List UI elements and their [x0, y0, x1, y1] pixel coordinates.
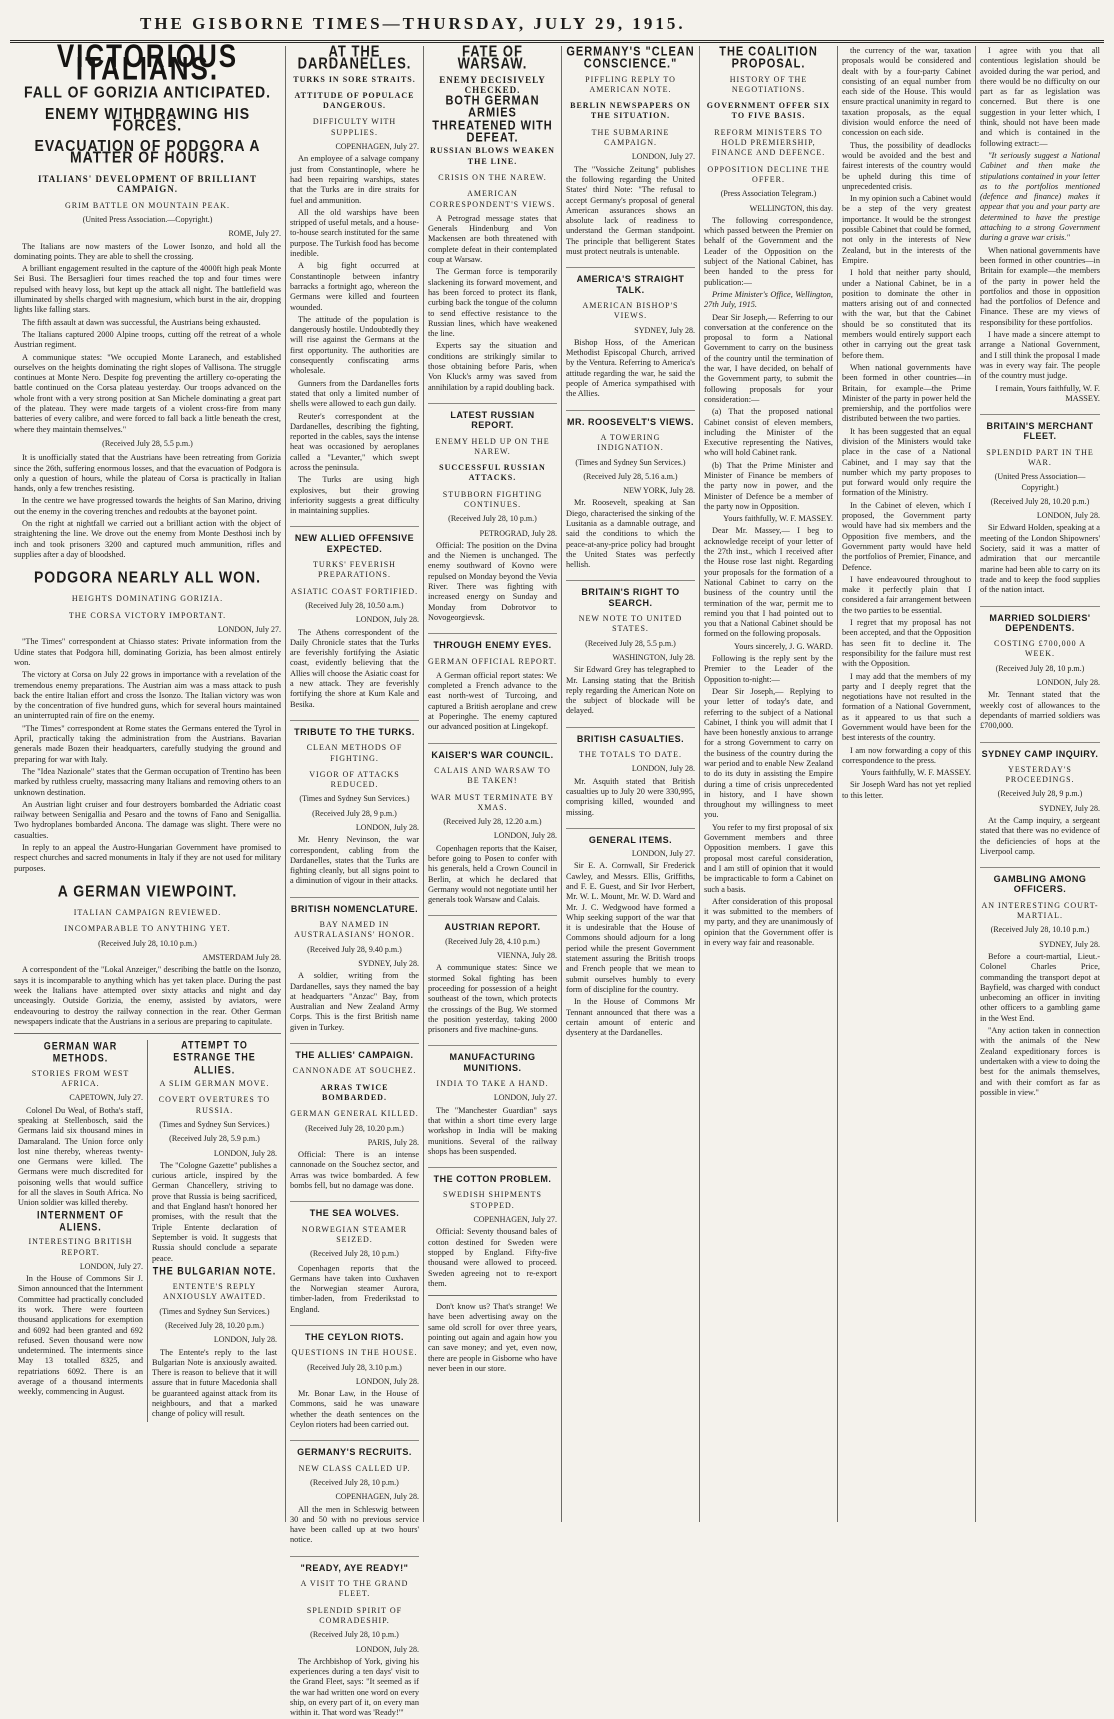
- dateline: LONDON, July 28.: [213, 1148, 277, 1158]
- paragraph: When national governments have been formed in other countries—in Britain, for example—the Prime Minister of the party in power held the premiership, and the portfolios were distributed between the two parties.: [842, 362, 971, 424]
- paragraph: In my opinion such a Cabinet would be a step of the very greatest importance. It would be the strongest possible Cabinet that could be formed, not only in the interests of New Zealand, but in the interests of the Empire.: [842, 194, 971, 265]
- paragraph: The Entente's reply to the last Bulgarian Note is anxiously awaited. There is reason to believe that it will assure that in future Macedonia shall be guaranteed against attack from its neighbours, and that a marked change of policy will result.: [152, 1347, 277, 1419]
- paragraph: A communique states: "We occupied Monte Laranech, and established ourselves on the heights dominating the right slopes of Vallisona. The struggle continues at Monte Nero. Despite fog preventing the artillery co-operating the battle continued on the Corsa plateau yesterday. Our troops advanced on the whole front with a very strong position at San Michele dominating a great part of the plateau. They were made targets of a violent cross-fire from many batteries of every calibre, and were forced to fall back a little beneath the crest, where they maintain themselves.": [14, 352, 281, 434]
- paragraph: In reply to an appeal the Austro-Hungarian Government have promised to respect churches and sacred monuments in Italy if they are not used for military purposes.: [14, 843, 281, 873]
- received-time: (Received July 28, 10.20 p.m.): [165, 1320, 264, 1330]
- paragraph: Mr. Roosevelt, speaking at San Diego, characterised the sinking of the Lusitania as a damnable outrage, and said the conditions to which the peace-at-any-price policy had brought the United States was perfectly hellish.: [566, 498, 695, 570]
- subhead: GOVERNMENT OFFER SIX TO FIVE BASIS.: [706, 101, 831, 121]
- paragraph: In the centre we have progressed towards the heights of San Marino, driving out the enemy in the covering trenches and redoubts at the bayonet point.: [14, 496, 281, 516]
- paragraph: Copenhagen reports that the Kaiser, before going to Posen to confer with his generals, held a Crown Council in Berlin, at which he declared that Germany would not negotiate until her generals took Warsaw and Calais.: [428, 843, 557, 905]
- subcolumn-left: [14, 1040, 148, 1422]
- paragraph: Official: There is an intense cannonade on the Souchez sector, and Arras was twice bombarded. A few bombs fell, but no damage was done.: [290, 1150, 419, 1191]
- subhead: CLEAN METHODS OF FIGHTING.: [306, 743, 403, 763]
- paragraph: The Athens correspondent of the Daily Chronicle states that the Turks are feverishly fortifying the Asiatic coast, evidently believing that the Allies will choose the Asiatic coast for a new attack. They are feverishly fortifying the shore at Kum Kale and Besika.: [290, 627, 419, 709]
- dateline: LONDON, July 28.: [1036, 511, 1100, 521]
- masthead-title: THE GISBORNE TIMES—THURSDAY, JULY 29, 1915.: [140, 14, 686, 33]
- paragraph: At the Camp inquiry, a sergeant stated that there was no evidence of the deficiencies of hops at the Liverpool camp.: [980, 816, 1100, 856]
- dateline: ROME, July 27.: [228, 229, 281, 239]
- paragraph: I may add that the members of my party and I deeply regret that the negotiations have not resulted in the formation of a National Government, as it appeared to us that such a Government would have been for the best interests of the country.: [842, 671, 971, 743]
- dateline: WASHINGTON, July 28.: [612, 652, 695, 662]
- headline-right-to-search: BRITAIN'S RIGHT TO SEARCH.: [566, 580, 695, 608]
- paragraph: All the men in Schleswig between 30 and 50 with no previous service have been called up at two hours' notice.: [290, 1504, 419, 1545]
- received-time: (Received July 28, 9.40 p.m.): [307, 944, 402, 954]
- dateline: LONDON, July 28.: [355, 615, 419, 625]
- column-merchant-fleet: [976, 46, 1104, 1522]
- paragraph: Mr. Bonar Law, in the House of Commons, said he was unaware whether the death sentences on the Ceylon rioters had been carried out.: [290, 1389, 419, 1430]
- subhead: SPLENDID SPIRIT OF COMRADESHIP.: [306, 1605, 403, 1625]
- received-time: (Received July 28, 10.50 a.m.): [305, 600, 404, 610]
- headline-casualties: BRITISH CASUALTIES.: [566, 727, 695, 744]
- signature: Yours faithfully, W. F. MASSEY.: [723, 514, 833, 524]
- subhead-corsa: THE CORSA VICTORY IMPORTANT.: [68, 610, 227, 620]
- received-time: (Received July 28, 9 p.m.): [997, 789, 1083, 799]
- subhead: CANNONADE AT SOUCHEZ.: [292, 1066, 417, 1076]
- subhead-podgora-won: PODGORA NEARLY ALL WON.: [33, 567, 262, 587]
- paragraph: Prime Minister's Office, Wellington, 27th July, 1915.: [704, 289, 833, 310]
- headline-germany-recruits: GERMANY'S RECRUITS.: [290, 1440, 419, 1457]
- subhead: GERMAN OFFICIAL REPORT.: [428, 656, 557, 666]
- dateline: AMSTERDAM July 28.: [202, 953, 281, 963]
- signature: Yours sincerely, J. G. WARD.: [734, 641, 833, 651]
- dateline: WELLINGTON, this day.: [749, 203, 833, 213]
- subhead: A SLIM GERMAN MOVE.: [159, 1079, 270, 1089]
- subhead: INDIA TO TAKE A HAND.: [436, 1079, 549, 1089]
- dateline: NEW YORK, July 28.: [623, 486, 695, 496]
- credit: (United Press Association.—Copyright.): [82, 214, 213, 224]
- subhead: ARRAS TWICE BOMBARDED.: [320, 1082, 389, 1102]
- subhead: ATTITUDE OF POPULACE DANGEROUS.: [294, 90, 415, 111]
- dateline: LONDON, July 28.: [213, 1335, 277, 1345]
- headline-ceylon-riots: THE CEYLON RIOTS.: [290, 1325, 419, 1342]
- signature: Yours faithfully, W. F. MASSEY.: [861, 768, 971, 778]
- paragraph: Sir Joseph Ward has not yet replied to this letter.: [842, 780, 971, 800]
- paragraph: In the House of Commons Mr Tennant announced that there was a certain amount of enteric and dysentery at the Dardanelles.: [566, 997, 695, 1038]
- subhead-armies-threatened: BOTH GERMAN ARMIES THREATENED WITH DEFEAT.: [432, 93, 553, 146]
- received-time: (Received July 28, 4.10 p.m.): [445, 936, 540, 946]
- dateline: PETROGRAD, July 28.: [479, 528, 557, 538]
- column-lead-story: [10, 36, 286, 1522]
- paragraph: Sir E. A. Cornwall, Sir Frederick Cawley, and Messrs. Ellis, Griffiths, and F. E. Guest, and Sir Ivor Herbert, Mr. W. L. Mount, Mr. W. D. Ward and Mr. J. C. Wedgwood have formed a Whip seeking support of the war that it is undesirable that the House of Commons should adjourn for a long period while the present Government statement assuring the British troops and French people that we mean to submit ourselves humbly to every form of discipline for the country.: [566, 861, 695, 994]
- paragraph: The "Vossiche Zeitung" publishes the following regarding the United States' third Note: "The refusal to accept Germany's proposal of general American assurances shows an absolute lack of readiness to understand the German standpoint. The principle that belligerent States must protect neutrals is untenable.: [566, 164, 695, 257]
- paragraph: The following correspondence, which passed between the Premier on behalf of the Government and the Leader of the Opposition on the subject of the National Cabinet, has been handed to the press for publication:—: [704, 215, 833, 287]
- column-coalition: [700, 46, 838, 1522]
- lead-bottom-subcolumns: [14, 1040, 281, 1422]
- subhead: TURKS IN SORE STRAITS.: [293, 74, 416, 84]
- headline-gambling-officers: GAMBLING AMONG OFFICERS.: [980, 867, 1100, 895]
- headline-roosevelt: MR. ROOSEVELT'S VIEWS.: [566, 410, 695, 427]
- divider: [14, 1033, 281, 1034]
- paragraph: Thus, the possibility of deadlocks would be avoided and the best and fairest interests of the country would be upheld during this time of unprecedented crisis.: [842, 140, 971, 191]
- headline-fate-of-warsaw: FATE OF WARSAW.: [457, 42, 528, 73]
- subcolumn-right: [148, 1040, 281, 1422]
- dateline: CAPETOWN, July 27.: [69, 1093, 143, 1103]
- subhead-german-viewpoint: A GERMAN VIEWPOINT.: [57, 881, 238, 901]
- received-time: (Received July 28, 10.20 p.m.): [990, 496, 1090, 506]
- headline-sydney-camp: SYDNEY CAMP INQUIRY.: [980, 742, 1100, 759]
- headline-coalition-proposal: THE COALITION PROPOSAL.: [719, 44, 818, 72]
- column-warsaw: [424, 42, 562, 1522]
- subhead: ENEMY HELD UP ON THE NAREW.: [435, 436, 550, 456]
- paragraph: Mr. Tennant stated that the weekly cost of allowances to the dependants of married soldiers was £700,000.: [980, 690, 1100, 731]
- paragraph: The Archbishop of York, giving his experiences during a ten days' visit to the Grand Fleet, says: "It seemed as if the war had written one word on every ship, on every part of it, on every man within it. That word was 'Ready!'": [290, 1656, 419, 1718]
- subhead: THE SUBMARINE CAMPAIGN.: [591, 127, 670, 148]
- dateline: PARIS, July 28.: [367, 1137, 419, 1147]
- paragraph: I regret that my proposal has not been accepted, and that the Opposition has seen fit to decline it. The responsibility for the failure must rest with the Opposition.: [842, 618, 971, 669]
- paragraph: (b) That the Prime Minister and Minister of Finance be members of the party now in power, and the Minister of Defence be a member of the party now in Opposition.: [704, 460, 833, 511]
- paragraph: (a) That the proposed national Cabinet consist of eleven members, including the Minister of the Executive representing the Natives, who will hold Cabinet rank.: [704, 407, 833, 458]
- headline-cotton-problem: THE COTTON PROBLEM.: [428, 1167, 557, 1184]
- headline-allies-campaign: THE ALLIES' CAMPAIGN.: [290, 1043, 419, 1060]
- subhead: YESTERDAY'S PROCEEDINGS.: [1005, 764, 1075, 785]
- paragraph: Official: Seventy thousand bales of cotton destined for Sweden were stopped by England. Fifty-five thousand were allowed to proceed. Sweden agreeing not to re-export them.: [428, 1227, 557, 1288]
- subhead: SWEDISH SHIPMENTS STOPPED.: [442, 1190, 542, 1210]
- subhead: HISTORY OF THE NEGOTIATIONS.: [729, 74, 808, 94]
- received-time: (Received July 28, 10 p.m.): [448, 514, 537, 524]
- headline-tribute-turks: TRIBUTE TO THE TURKS.: [290, 720, 419, 737]
- paragraph: Mr. Asquith stated that British casualties up to July 20 were 330,995, comprising killed, wounded and missing.: [566, 776, 695, 817]
- credit: (Press Association Telegram.): [720, 189, 817, 199]
- paragraph: After consideration of this proposal it was submitted to the members of my party, and they are unanimously of opinion that the Government offer is in every way fair and reasonable.: [704, 896, 833, 948]
- received-time: (Received July 28, 10.10 p.m.): [98, 938, 197, 948]
- dateline: LONDON, July 27.: [631, 849, 695, 859]
- paragraph: Official: The position on the Dvina and the Niemen is unchanged. The enemy southward of Kovno were repulsed on Monday beyond the Vevia River. There was fighting with increased energy on Sunday and Monday from Dobrotvor to Novogeorgievsk.: [428, 540, 557, 622]
- received-time: (Received July 28, 5.16 a.m.): [583, 471, 678, 481]
- paragraph: In the House of Commons Sir J. Simon announced that the Internment Committee had practically concluded its work. There were fourteen thousand applications for exemption and 6092 had been granted and 692 refused. Seven thousand were now undetermined. The interments since May 13 totalled 8325, and repatriations 6092. There is an average of a thousand interments weekly, commencing in August.: [18, 1274, 143, 1397]
- paragraph: Before a court-martial, Lieut.-Colonel Charles Price, commanding the transport depot at Bayfield, was charged with conduct unbecoming an officer in inviting other officers to a gambling game in the West End.: [980, 951, 1100, 1023]
- paragraph: When national governments have been formed in other countries—in Britain for example—the members of the party in power held the portfolios and those in opposition had the portfolios of Defence and Finance. These are my views of responsibility for these portfolios.: [980, 245, 1100, 327]
- headline-estrange-allies: ATTEMPT TO ESTRANGE THE ALLIES.: [173, 1039, 256, 1076]
- subhead-heights: HEIGHTS DOMINATING GORIZIA.: [71, 594, 224, 604]
- dateline: LONDON, July 27.: [493, 1093, 557, 1103]
- subhead: NEW CLASS CALLED UP.: [298, 1463, 411, 1473]
- paragraph: It has been suggested that an equal division of the Ministers would take place in the case of a National Cabinet, and I may say that the number which my party proposes to put forward would only require the formation of the Ministry.: [842, 426, 971, 498]
- paragraph: Sir Edward Grey has telegraphed to Mr. Lansing stating that the British reply regarding the American Note on the subject of blockade will be delayed.: [566, 665, 695, 716]
- received-time: (Received July 28, 10.10 p.m.): [990, 925, 1090, 935]
- headline-clean-conscience: GERMANY'S "CLEAN CONSCIENCE.": [566, 44, 695, 72]
- dateline: LONDON, July 28.: [493, 831, 557, 841]
- subhead: QUESTIONS IN THE HOUSE.: [291, 1348, 418, 1358]
- paragraph: The attitude of the population is dangerously hostile. Undoubtedly they will rise against the Germans at the first opportunity. The authorities are consequently confiscating arms wholesale.: [290, 314, 419, 376]
- paragraph: "Any action taken in connection with the animals of the New Zealand expeditionary forces is undertaken with a view to doing the best for the animals themselves, and with their comfort as far as possible in view.": [980, 1026, 1100, 1097]
- dateline: LONDON, July 28.: [355, 1376, 419, 1386]
- received-time: (Received July 28, 10 p.m.): [995, 663, 1085, 673]
- paragraph: On the right at nightfall we carried out a brilliant action with the object of straightening the line. We drove out the enemy from Monte Desthosi inch by inch and took prisoners 3200 and captured much ammunition, rifles and supplies after a day of bloodshed.: [14, 518, 281, 559]
- subhead: GERMAN GENERAL KILLED.: [290, 1109, 419, 1119]
- headline-dardanelles: AT THE DARDANELLES.: [297, 42, 412, 73]
- signature: I remain, Yours faithfully, W. F. MASSEY.: [995, 383, 1100, 403]
- received-time: (Received July 28, 5.5 p.m.): [585, 638, 676, 648]
- subhead: AMERICAN BISHOP'S VIEWS.: [582, 300, 679, 321]
- subhead: STORIES FROM WEST AFRICA.: [31, 1068, 130, 1089]
- paragraph: The "Manchester Guardian" says that within a short time every large workshop in India will be making munitions. Several of the railway shops has been suspended.: [428, 1105, 557, 1156]
- headline-kaiser-council: KAISER'S WAR COUNCIL.: [428, 743, 557, 760]
- subhead: COVERT OVERTURES TO RUSSIA.: [158, 1095, 271, 1115]
- subhead: SPLENDID PART IN THE WAR.: [986, 447, 1094, 467]
- paragraph: the currency of the war, taxation proposals would be considered and dealt with by a four-party Cabinet consisting of an equal number from each side of the House. This would ensure practical unanimity in regard to taxation proposals, as the equal division would enforce the need of concession on each side.: [842, 46, 971, 138]
- subhead: OPPOSITION DECLINE THE OFFER.: [707, 164, 830, 184]
- dateline: LONDON, July 28.: [355, 823, 419, 832]
- paragraph: The victory at Corsa on July 22 grows in importance with a revelation of the tremendous enemy preparations. The Austrian aim was a mass attack to push back the entire Italian effort and cross the Isonzo. The Italian victory was won by the concentration of five hundred guns, which for several hours maintained an uninterrupted rain of fire on the enemy.: [14, 670, 281, 721]
- paragraph: The Italians are now masters of the Lower Isonzo, and hold all the dominating points. They are able to shell the crossing.: [14, 241, 281, 261]
- headline-ready-aye-ready: "READY, AYE READY!": [290, 1556, 419, 1573]
- subhead-evacuation-podgora: EVACUATION OF PODGORA A MATTER OF HOURS.: [34, 136, 261, 167]
- headline-victorious-italians: VICTORIOUS ITALIANS.: [56, 36, 239, 88]
- paragraph: "The Times" correspondent at Chiasso states: Private information from the Udine states that Podgora hill, dominating Gorizia, has been almost entirely won.: [14, 637, 281, 667]
- dateline: SYDNEY, July 28.: [358, 958, 419, 968]
- subhead-brilliant-campaign: ITALIANS' DEVELOPMENT OF BRILLIANT CAMPAIGN.: [37, 174, 258, 195]
- subhead: CRISIS ON THE NAREW.: [438, 172, 547, 182]
- dateline: SYDNEY, July 28.: [634, 325, 695, 335]
- paragraph: Gunners from the Dardanelles forts stated that only a limited number of shells were allowed to each gun daily.: [290, 378, 419, 409]
- columns: [10, 36, 1104, 1718]
- subhead: ENEMY DECISIVELY CHECKED.: [439, 74, 546, 95]
- dateline: COPENHAGEN, July 27.: [473, 1215, 557, 1225]
- subhead: RUSSIAN BLOWS WEAKEN THE LINE.: [430, 146, 555, 166]
- subhead: BERLIN NEWSPAPERS ON THE SITUATION.: [570, 101, 691, 121]
- subhead: NEW NOTE TO UNITED STATES.: [578, 614, 683, 634]
- credit: (United Press Association—Copyright.): [994, 472, 1086, 492]
- paragraph: I have endeavoured throughout to make it perfectly plain that I considered a fair arrangement between the two parties to be essential.: [842, 574, 971, 615]
- paragraph: A German official report states: We completed a French advance to the east north-west of Turcoing, and captured a British aeroplane and crew at Poperinghe. The enemy captured our advanced position at Lingekopf.: [428, 670, 557, 732]
- subhead: PIFFLING REPLY TO AMERICAN NOTE.: [585, 74, 676, 94]
- subhead: DIFFICULTY WITH SUPPLIES.: [312, 117, 397, 137]
- paragraph: Copenhagen reports that the Germans have taken into Cuxhaven the Norwegian steamer Aurora, timber-laden, from Frederikstad to England.: [290, 1263, 419, 1314]
- subhead: NORWEGIAN STEAMER SEIZED.: [301, 1224, 408, 1244]
- dateline: LONDON, July 27.: [217, 625, 281, 635]
- dateline: LONDON, July 28.: [355, 1644, 419, 1654]
- column-dardanelles: [286, 42, 424, 1718]
- credit: (Times and Sydney Sun Services.): [159, 1306, 270, 1316]
- subhead: CALAIS AND WARSAW TO BE TAKEN!: [434, 765, 551, 786]
- paragraph: Experts say the situation and conditions are strikingly similar to those obtaining before Paris, when Von Kluck's army was saved from annihilation by a rapid doubling back.: [428, 341, 557, 392]
- received-time: (Received July 28, 12.20 a.m.): [443, 817, 542, 827]
- paragraph: All the old warships have been stripped of useful metals, and a house-to-house search instituted for the same purpose. The Turkish food has become inedible.: [290, 207, 419, 259]
- paragraph: The fifth assault at dawn was successful, the Austrians being exhausted.: [22, 317, 261, 327]
- subhead: COSTING £700,000 A WEEK.: [993, 639, 1086, 659]
- paragraph: An employee of a salvage company just from Constantinople, where he had been repairing warships, states that the Turks are in dire straits for fuel and ammunition.: [290, 154, 419, 205]
- paragraph: Dear Sir Joseph,— Replying to your letter of today's date, and referring to the subject of a National Cabinet, I think you will admit that I have been honestly anxious to arrange for a strong Government to carry on the business of the country during the war period and to enable New Zealand to do its duty in assisting the Empire during a time of crisis unprecedented in history, and I have shown throughout my willingness to meet you.: [704, 686, 833, 820]
- headline-allied-offensive: NEW ALLIED OFFENSIVE EXPECTED.: [290, 526, 419, 554]
- paragraph: You refer to my first proposal of six Government members and three Opposition members. I gave this proposal most careful consideration, and I am still of opinion that it would be impracticable to form a Cabinet on such a basis.: [704, 822, 833, 894]
- headline-sea-wolves: THE SEA WOLVES.: [290, 1201, 419, 1218]
- dateline: COPENHAGEN, July 28.: [335, 1492, 419, 1502]
- subhead: THE TOTALS TO DATE.: [578, 750, 683, 760]
- paragraph: In the Cabinet of eleven, which I proposed, the Government party would have had six members and the Opposition five members, and the Government party would have held the portfolios of Premier, Finance, and Defence.: [842, 500, 971, 572]
- paragraph: Bishop Hoss, of the American Methodist Episcopal Church, arrived by the Ventura. Referring to America's attitude regarding the war, he said the people of America sympathised with the Allies.: [566, 337, 695, 399]
- subhead: VIGOR OF ATTACKS REDUCED.: [309, 769, 400, 790]
- column-coalition-continued: [838, 46, 976, 1522]
- subhead: A VISIT TO THE GRAND FLEET.: [300, 1579, 409, 1599]
- paragraph: The Turks are using high explosives, but their growing inferiority suggests a great difficulty in maintaining supplies.: [290, 475, 419, 516]
- paragraph: A soldier, writing from the Dardanelles, says they named the bay at headquarters "Anzac" Bay, from Australian and New Zealand Army Corps. This is the first British name given in Turkey.: [290, 971, 419, 1032]
- paragraph: A big fight occurred at Constantinople between infantry barracks a fortnight ago, whereon the Germans were killed and fourteen wounded.: [290, 261, 419, 312]
- subhead: INTERESTING BRITISH REPORT.: [28, 1237, 133, 1257]
- paragraph: Following is the reply sent by the Premier to the Leader of the Opposition to-night:—: [704, 654, 833, 684]
- subhead: WAR MUST TERMINATE BY XMAS.: [430, 792, 555, 812]
- subhead-campaign-reviewed: ITALIAN CAMPAIGN REVIEWED.: [73, 908, 222, 918]
- paragraph: Reuter's correspondent at the Dardanelles, describing the fighting, reported in the cables, says the intense heat was occasioned by aeroplanes called a "Levanter," which swept across the peninsula.: [290, 411, 419, 472]
- subhead-mountain-peak: GRIM BATTLE ON MOUNTAIN PEAK.: [64, 200, 231, 210]
- headline-enemy-eyes: THROUGH ENEMY EYES.: [428, 633, 557, 650]
- divider: [428, 1295, 557, 1296]
- paragraph: Sir Edward Holden, speaking at a meeting of the London Shipowners' Society, said it was a matter of admiration that our mercantile marine had been able to carry on its trade and to keep the food supplies of the nation intact.: [980, 523, 1100, 595]
- paragraph: The "Idea Nazionale" states that the German occupation of Trentino has been marked by ruthless cruelty, massacring many Italians and removing others to an unknown destination.: [14, 766, 281, 797]
- dateline: COPENHAGEN, July 27.: [335, 142, 419, 152]
- headline-russian-report: LATEST RUSSIAN REPORT.: [428, 403, 557, 431]
- headline-married-soldiers: MARRIED SOLDIERS' DEPENDENTS.: [980, 606, 1100, 634]
- credit: (Times and Sydney Sun Services.): [299, 794, 410, 804]
- received-time: (Received July 28, 9 p.m.): [312, 808, 397, 818]
- headline-german-war-methods: GERMAN WAR METHODS.: [43, 1040, 118, 1065]
- paragraph: The German force is temporarily slackening its forward movement, and has been forced to protect its flank, curbing back the tongue of the column to send effective resistance to the Russian lines, which have weakened the line.: [428, 267, 557, 339]
- paragraph: Dear Mr. Massey,— I beg to acknowledge receipt of your letter of the 27th inst., which I received after the House rose last night. Regarding your proposals for the formation of a National Cabinet to carry on the business of the country until the termination of the war, permit me to remind you that I had pointed out to you that a National Cabinet should be formed on the following proposals.: [704, 526, 833, 639]
- paragraph: "The Times" correspondent at Rome states the Germans entered the Tyrol in April, practically taking the administration from the Austrians. Bavarian generals made Bozen their headquarters, carefully studying the ground and preparing for war with Italy.: [14, 723, 281, 764]
- headline-bulgarian-note: THE BULGARIAN NOTE.: [152, 1264, 277, 1277]
- subhead: BAY NAMED IN AUSTRALASIANS' HONOR.: [294, 920, 415, 940]
- paragraph: A communique states: Since we stormed Sokal fighting has been proceeding for possession of a height southeast of the town, which protects the crossings of the Bug. We stormed the position yesterday, taking 2000 prisoners and five machine-guns.: [428, 963, 557, 1035]
- subhead: SUCCESSFUL RUSSIAN ATTACKS.: [439, 463, 546, 483]
- column-clean-conscience: [562, 46, 700, 1522]
- paragraph: I have made a sincere attempt to arrange a National Government, and I still think the proposal I made was in every way fair. The people of the country must judge.: [980, 330, 1100, 381]
- subhead: ASIATIC COAST FORTIFIED.: [290, 586, 419, 596]
- dateline: SYDNEY, July 28.: [1039, 803, 1100, 813]
- paragraph: "It seriously suggest a National Cabinet and then make the stipulations contained in your letter as to the portfolios mentioned (defence and finance) makes it appear that you and your party are determined to have the prestige attaching to a strong Government during a grave war crisis.": [980, 150, 1100, 243]
- paragraph: The "Cologne Gazette" publishes a curious article, inspired by the German Chancellery, striving to prove that Russia is being sacrificed, and that England hasn't honored her promises, with the result that the Triple Entente declaration of September is void. It suggests that Russia should conclude a separate peace.: [152, 1160, 277, 1263]
- paragraph: I am now forwarding a copy of this correspondence to the press.: [842, 745, 971, 765]
- paragraph: I hold that neither party should, under a National Cabinet, be in a position to dominate the other in matters arising out of and connected with the war, but that the Cabinet should be so constituted that its members would entirely support each other in carrying out the great task before them.: [842, 268, 971, 360]
- subhead: AN INTERESTING COURT-MARTIAL.: [981, 900, 1099, 921]
- headline-general-items: GENERAL ITEMS.: [566, 828, 695, 845]
- headline-nomenclature: BRITISH NOMENCLATURE.: [290, 897, 419, 914]
- subhead-incomparable: INCOMPARABLE TO ANYTHING YET.: [64, 924, 231, 934]
- paragraph: Dear Sir Joseph,— Referring to our conversation at the conference on the proposal to form a National Government to carry on the business of the country until the termination of the war, I have decided, on behalf of the Government party, to submit the following proposals for your consideration:—: [704, 312, 833, 404]
- dateline: SYDNEY, July 28.: [1039, 939, 1100, 949]
- dateline: LONDON, July 27.: [631, 152, 695, 162]
- paragraph: It is unofficially stated that the Austrians have been retreating from Gorizia since the 26th, suffering enormous losses, and that the evacuation of Podgora is only a question of hours, while the plateau of Corsa is practically in Italian hands, only a few trenches resisting.: [14, 453, 281, 494]
- received-time: (Received July 28, 5.9 p.m.): [169, 1134, 260, 1144]
- credit: (Times and Sydney Sun Services.): [575, 457, 686, 467]
- subhead-enemy-withdrawing: ENEMY WITHDRAWING HIS FORCES.: [44, 103, 251, 135]
- paragraph: A correspondent of the "Lokal Anzeiger," describing the battle on the Isonzo, says it is incomparable to anything which has yet taken place. During the past week the Italians have attempted over sixty attacks and night and day unceasingly. Outside Gorizia, the enemy, assisted by aviators, were endeavouring to destroy the railway connection in the rear. Other German newspapers indicate that the Austrians in a serious are preparing to capitulate.: [14, 965, 281, 1026]
- received-time: (Received July 28, 10.20 p.m.): [305, 1123, 404, 1133]
- subhead: ENTENTE'S REPLY ANXIOUSLY AWAITED.: [163, 1282, 266, 1302]
- dateline: LONDON, July 28.: [1036, 678, 1100, 688]
- headline-munitions: MANUFACTURING MUNITIONS.: [428, 1045, 557, 1073]
- received-time: (Received July 28, 10 p.m.): [310, 1630, 399, 1640]
- subhead: STUBBORN FIGHTING CONTINUES.: [442, 489, 543, 509]
- paragraph: A brilliant engagement resulted in the capture of the 4000ft high peak Monte Sei Busi. The Bersaglieri four times reached the top and four times were repulsed with heavy loss, but kept up the attack all night. The battlefield was illuminated by shells charged with magnesium, which burst in the air, dropping lights like falling stars.: [14, 264, 281, 315]
- paragraph: Don't know us? That's strange! We have been advertising away on the same old scroll for over three years, pointing out again and again how you can save money; and yet, even now, there are people in Gisborne who have never been in our store.: [428, 1302, 557, 1373]
- paragraph: Mr. Henry Nevinson, the war correspondent, cabling from the Dardanelles, states that the Turks are fighting cleanly, but all signs point to a diminution of vigour in their attacks.: [290, 835, 419, 886]
- headline-internment: INTERNMENT OF ALIENS.: [37, 1208, 124, 1233]
- dateline: LONDON, July 27.: [79, 1261, 143, 1271]
- received-time: (Received July 28, 10 p.m.): [310, 1249, 399, 1259]
- paragraph: An Austrian light cruiser and four destroyers bombarded the Adriatic coast railway between Senigallia and Pesaro and the towns of Fano and Senigallia. Two hydroplanes bombarded Ancona. The damage was slight. There were no casualties.: [14, 799, 281, 840]
- received-time: (Received July 28, 5.5 p.m.): [102, 438, 193, 448]
- paragraph: A Petrograd message states that Generals Hindenburg and Von Mackensen are both threatened with complete defeat in their contemplated coup at Warsaw.: [428, 213, 557, 265]
- headline-america-talk: AMERICA'S STRAIGHT TALK.: [566, 267, 695, 295]
- paragraph: The Italians captured 2000 Alpine troops, cutting off the retreat of a whole Austrian regiment.: [14, 329, 281, 350]
- dateline: LONDON, July 28.: [631, 764, 695, 774]
- subhead: AMERICAN CORRESPONDENT'S VIEWS.: [429, 189, 556, 209]
- paragraph: Colonel Du Weal, of Botha's staff, speaking at Stellenbosch, said the Germans laid six thousand mines in Damaraland. The Union force only lost nine thereby, whereas twenty-one Germans were killed. The Germans were much discredited for poisoning wells that would suffice for all the slaves in South Africa. No Union soldier was killed thereby.: [18, 1105, 143, 1208]
- headline-austrian-report: AUSTRIAN REPORT.: [428, 915, 557, 932]
- dateline: VIENNA, July 28.: [497, 951, 557, 961]
- headline-merchant-fleet: BRITAIN'S MERCHANT FLEET.: [980, 414, 1100, 442]
- paragraph: I agree with you that all contentious legislation should be avoided during the war period, and there would be no difficulty on our part as far as legislation was concerned. But there is one suggestion in your letter which, I think, should not have been made and which is contained in the following extract:—: [980, 46, 1100, 148]
- received-time: (Received July 28, 10 p.m.): [310, 1477, 399, 1487]
- subhead: REFORM MINISTERS TO HOLD PREMIERSHIP, FINANCE AND DEFENCE.: [711, 127, 826, 158]
- subhead-gorizia: FALL OF GORIZIA ANTICIPATED.: [23, 82, 272, 101]
- received-time: (Received July 28, 3.10 p.m.): [307, 1362, 402, 1372]
- credit: (Times and Sydney Sun Services.): [159, 1119, 270, 1129]
- subhead: A TOWERING INDIGNATION.: [597, 432, 664, 453]
- subhead: TURKS' FEVERISH PREPARATIONS.: [313, 560, 396, 580]
